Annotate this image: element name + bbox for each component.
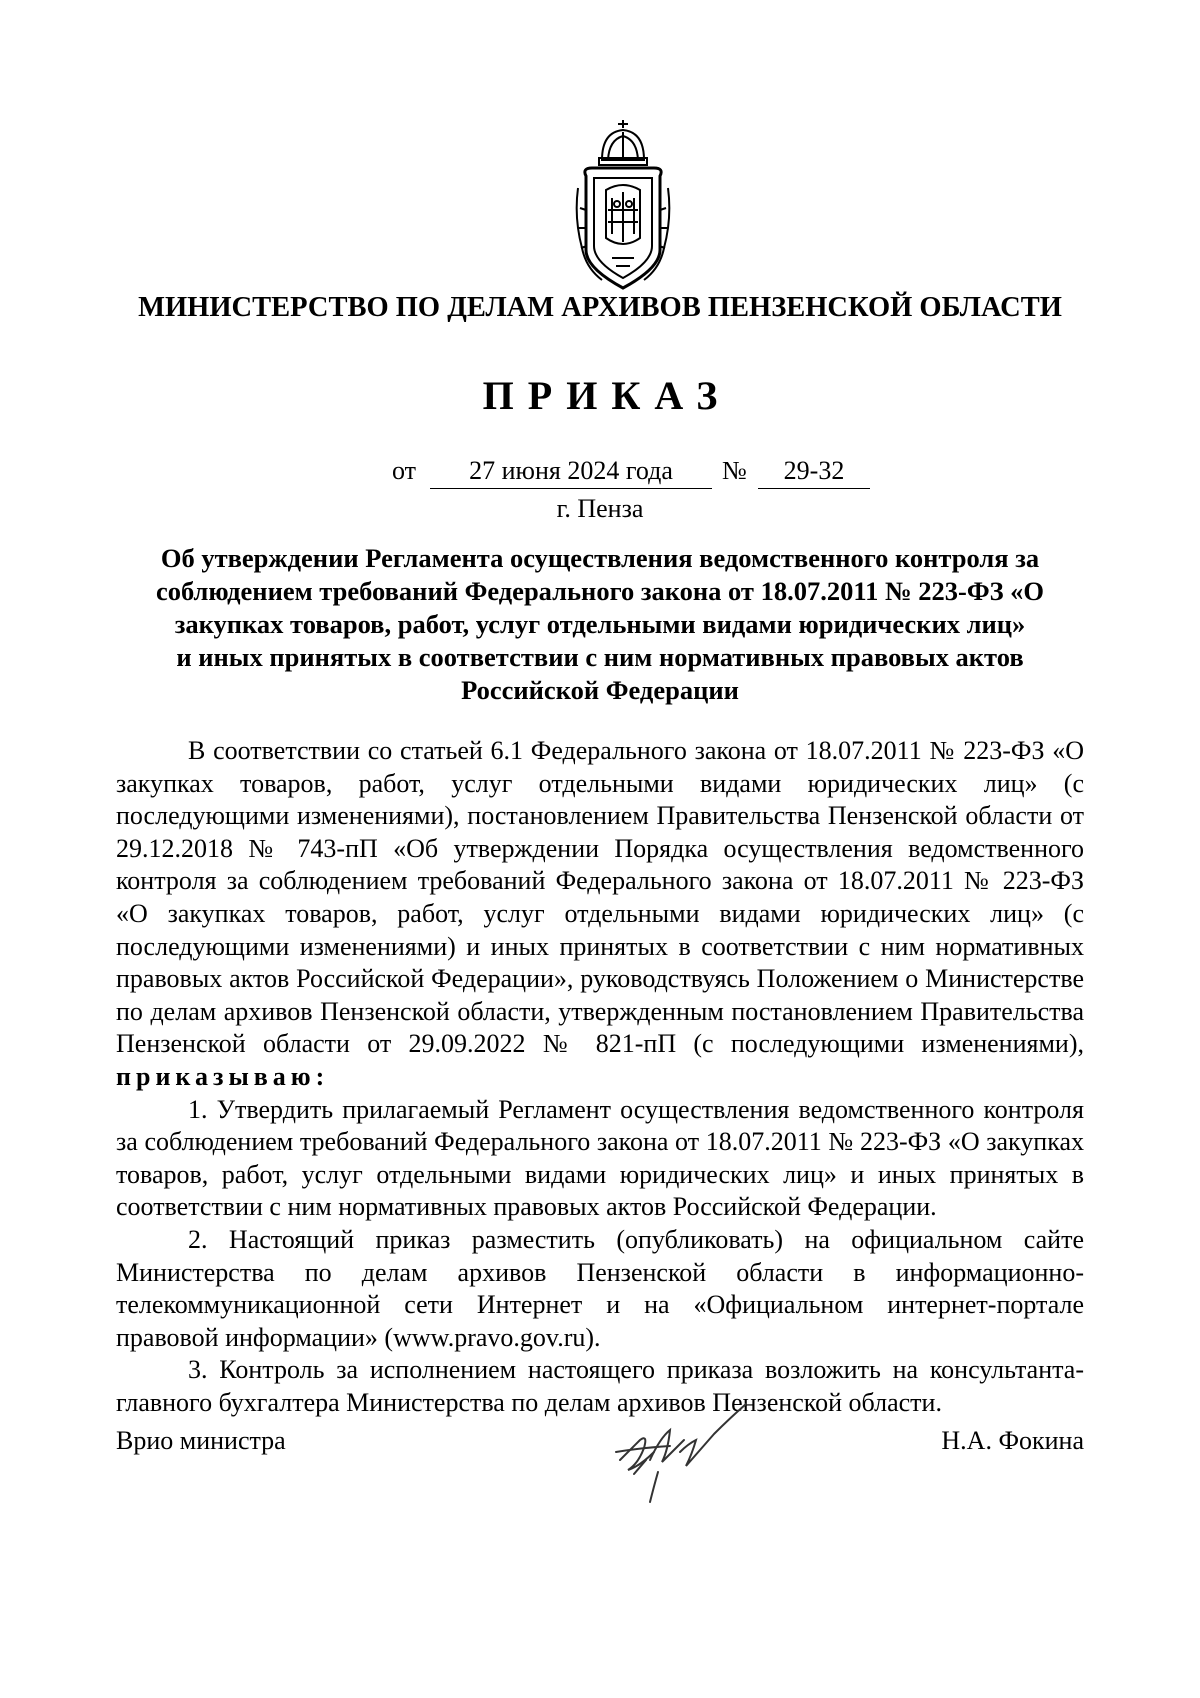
order-body [116, 735, 1084, 1419]
order-item: 2. Настоящий приказ разместить (опубликовать) на официальном сайте Министерства по делам архивов Пензенской области в информационно-телекоммуникационной сети Интернет и на «Официальном интернет-портале правовой информации» (www.pravo.gov.ru). [116, 1224, 1084, 1352]
city: г. Пенза [556, 494, 644, 523]
signatory-name: Н.А. Фокина [941, 1426, 1084, 1455]
order-item: 3. Контроль за исполнением настоящего приказа возложить на консультанта-главного бухгалтера Министерства по делам архивов Пензенской области. [116, 1355, 1084, 1417]
order-number: 29-32 [758, 456, 870, 489]
ministry-name: МИНИСТЕРСТВО ПО ДЕЛАМ АРХИВОВ ПЕНЗЕНСКОЙ ОБЛАСТИ [138, 292, 1062, 323]
coat-of-arms-icon [572, 118, 674, 298]
preamble-text: В соответствии со статьей 6.1 Федерального закона от 18.07.2011 № 223-ФЗ «О закупках товаров, работ, услуг отдельными видами юридических лиц» (с последующими изменениями), постановлением Правительства Пензенской области от 29.12.2018 № 743-пП «Об утверждении Порядка осуществления ведомственного контроля за соблюдением требований Федерального закона от 18.07.2011 № 223-ФЗ «О закупках товаров, работ, услуг отдельными видами юридических лиц» (с последующими изменениями) и иных принятых в соответствии с ним нормативных правовых актов Российской Федерации», руководствуясь Положением о Министерстве по делам архивов Пензенской области, утвержденным постановлением Правительства Пензенской области от 29.09.2022 № 821-пП (с последующими изменениями), [116, 736, 1084, 1059]
number-label: № [722, 456, 747, 485]
from-label: от [392, 456, 417, 485]
subject-line: закупках товаров, работ, услуг отдельными видами юридических лиц» [174, 609, 1026, 639]
order-subject [120, 542, 1080, 707]
order-title: ПРИКАЗ [482, 373, 732, 418]
subject-line: соблюдением требований Федерального закона от 18.07.2011 № 223-ФЗ «О [155, 576, 1045, 606]
signatory-role: Врио министра [116, 1426, 286, 1455]
subject-line: Российской Федерации [461, 675, 739, 705]
order-item: 1. Утвердить прилагаемый Регламент осуществления ведомственного контроля за соблюдением требований Федерального закона от 18.07.2011 № 223-ФЗ «О закупках товаров, работ, услуг отдельными видами юридических лиц» и иных принятых в соответствии с ним нормативных правовых актов Российской Федерации. [116, 1094, 1084, 1222]
subject-line: и иных принятых в соответствии с ним нормативных правовых актов [176, 642, 1024, 672]
preamble-paragraph [116, 735, 1084, 1094]
order-date-line [0, 456, 1200, 490]
order-date: 27 июня 2024 года [430, 456, 712, 489]
handwritten-signature-icon [610, 1390, 760, 1510]
subject-line: Об утверждении Регламента осуществления ведомственного контроля за [160, 543, 1040, 573]
decree-word: приказываю: [116, 1061, 330, 1091]
